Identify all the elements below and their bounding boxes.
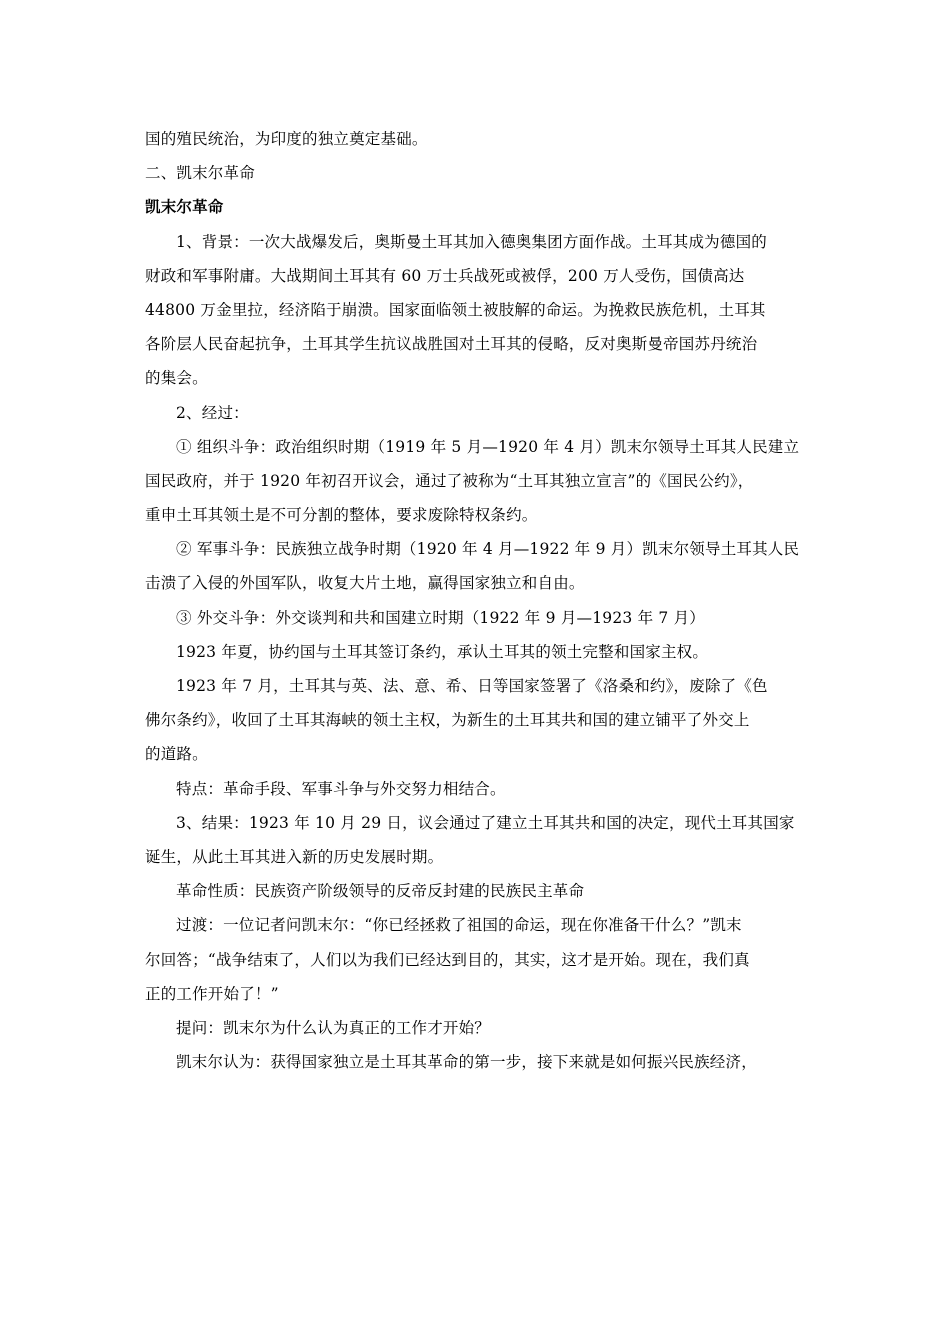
section-heading: 二、凯末尔革命	[145, 164, 255, 183]
text-line: ① 组织斗争：政治组织时期（1919 年 5 月—1920 年 4 月）凯末尔领导土耳其人民建立	[176, 437, 800, 456]
text-line: 1923 年夏，协约国与土耳其签订条约，承认土耳其的领土完整和国家主权。	[176, 642, 709, 661]
text-line: 的道路。	[145, 745, 208, 764]
text-line: 的集会。	[145, 369, 208, 388]
text-line: 击溃了入侵的外国军队，收复大片土地，赢得国家独立和自由。	[145, 574, 585, 593]
text-line: 1923 年 7 月，土耳其与英、法、意、希、日等国家签署了《洛桑和约》，废除了《色	[176, 677, 768, 695]
text-line: 44800 万金里拉，经济陷于崩溃。国家面临领土被肢解的命运。为挽救民族危机，土耳其	[145, 300, 766, 319]
text-line: 重申土耳其领土是不可分割的整体，要求废除特权条约。	[145, 506, 538, 525]
document-page	[145, 122, 805, 1079]
text-line: 革命性质：民族资产阶级领导的反帝反封建的民族民主革命	[176, 882, 585, 901]
text-line: 2、经过：	[176, 403, 249, 422]
text-line: 3、结果：1923 年 10 月 29 日，议会通过了建立土耳其共和国的决定，现代土耳其国家	[176, 813, 795, 832]
text-line: ③ 外交斗争：外交谈判和共和国建立时期（1922 年 9 月—1923 年 7 月）	[176, 608, 706, 627]
bold-heading: 凯末尔革命	[145, 198, 224, 217]
text-line: 尔回答；“战争结束了，人们以为我们已经达到目的，其实，这才是开始。现在，我们真	[145, 950, 750, 969]
text-line: 诞生，从此土耳其进入新的历史发展时期。	[145, 847, 444, 866]
text-line: 佛尔条约》，收回了土耳其海峡的领土主权，为新生的土耳其共和国的建立铺平了外交上	[145, 711, 750, 730]
text-line: 凯末尔认为：获得国家独立是土耳其革命的第一步，接下来就是如何振兴民族经济，	[176, 1053, 757, 1072]
text-line: 1、背景：一次大战爆发后，奥斯曼土耳其加入德奥集团方面作战。土耳其成为德国的	[176, 232, 767, 251]
text-line: 正的工作开始了！”	[145, 984, 279, 1003]
text-line: 国民政府，并于 1920 年初召开议会，通过了被称为“土耳其独立宣言”的《国民公约》，	[145, 471, 754, 490]
text-line: ② 军事斗争：民族独立战争时期（1920 年 4 月—1922 年 9 月）凯末尔领导土耳其人民	[176, 540, 800, 559]
text-line: 各阶层人民奋起抗争，土耳其学生抗议战胜国对土耳其的侵略，反对奥斯曼帝国苏丹统治	[145, 335, 758, 354]
text-line: 特点：革命手段、军事斗争与外交努力相结合。	[176, 779, 506, 798]
text-line: 提问：凯末尔为什么认为真正的工作才开始？	[176, 1018, 491, 1037]
text-line: 财政和军事附庸。大战期间土耳其有 60 万士兵战死或被俘，200 万人受伤，国债高达	[145, 266, 745, 285]
text-line: 过渡：一位记者问凯末尔：“你已经拯救了祖国的命运，现在你准备干什么？”凯末	[176, 916, 742, 935]
text-line: 国的殖民统治，为印度的独立奠定基础。	[145, 130, 428, 148]
